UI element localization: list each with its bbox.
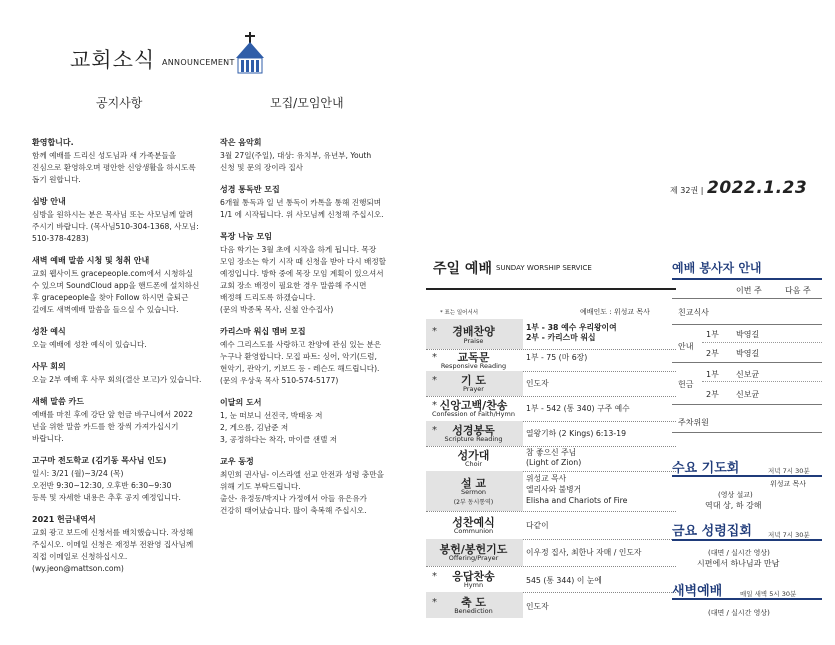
offering-name: 신보균 [736,390,760,399]
worship-item-eng: Benediction [454,607,493,615]
announcement-item [32,255,210,316]
announcement-title: 심방 안내 [32,197,66,206]
worship-item-kor: 설 교 [460,477,487,490]
recruit-title: 교우 동정 [220,457,254,466]
star-marker: * [432,425,437,436]
announcement-text: 교회 광고 보드에 신청서를 배치했습니다. 작성해 주십시오. 이메일 신청은 재정부 전완영 집사님께 직접 이메일로 신청하십시오. (wy.jeon@mattson.com) [32,528,194,573]
worship-item-detail: 1부 - 542 (통 340) 구주 예수 [526,404,630,413]
dawn-line: (대면 / 실시간 영상) [708,609,770,617]
friday-service-title: 금요 성령집회 [672,524,752,539]
recruit-list [220,137,410,527]
announcement-item [32,455,210,504]
recruit-item [220,231,410,316]
servants-title-rule [672,278,822,280]
worship-item-reading [426,349,676,371]
worship-item-detail: 인도자 [526,602,549,611]
worship-item-kor: 응답찬송 [452,570,495,583]
recruit-title: 작은 음악회 [220,138,262,147]
worship-item-kor: 성찬예식 [452,516,495,529]
worship-item-eng2: (2부 동시통역) [453,499,494,506]
recruit-heading: 모집/모임안내 [270,96,344,110]
worship-item-detail: 참 좋으신 주님 (Light of Zion) [526,448,582,467]
worship-item-detail: 1부 - 75 (마 6장) [526,353,588,362]
wednesday-service-title: 수요 기도회 [672,461,740,476]
recruit-title: 이달의 도서 [220,398,262,407]
welcome-label: 친교식사 [678,308,709,317]
usher-part: 1부 [706,330,719,339]
worship-item-kor: 기 도 [460,374,487,387]
worship-item-kor: 교독문 [457,351,490,364]
worship-item-eng: Praise [463,337,484,345]
section-rule [672,475,822,477]
worship-title: 주일 예배 [433,261,492,277]
worship-item-praise [426,319,676,349]
worship-item-sermon [426,471,676,511]
issue-date: 2022.1.23 [707,178,808,198]
announcement-text: 예배를 마친 후에 강단 앞 헌금 바구니에서 2022 년을 위한 말씀 카드를 한 장씩 가져가십시기 바랍니다. [32,410,193,443]
worship-item-eng: Confession of Faith/Hymn [432,410,515,418]
worship-item-eng: Sermon [460,488,487,496]
announcement-item [32,396,210,445]
announcement-title: 고구마 전도학교 (김기동 목사님 인도) [32,456,167,465]
star-marker: * [432,326,437,337]
worship-item-confession [426,396,676,421]
worship-item-kor: 성경봉독 [452,424,495,437]
divider [672,432,822,433]
divider [672,324,822,325]
announcement-text: 오늘 예배에 성찬 예식이 있습니다. [32,340,147,349]
worship-order [426,319,676,619]
offering-part: 1부 [706,370,719,379]
announcement-text: 함께 예배를 드리신 성도님과 새 가족분들을 진심으로 환영하오며 평안한 신앙생활을 하시도록 돕기 원합니다. [32,151,196,184]
col-this-week: 이번 주 [736,286,762,295]
worship-top-rule [426,288,676,290]
divider [702,381,822,382]
announcement-text: 일시: 3/21 (월)~3/24 (목) 오전반 9:30~12:30, 오후반 6:30~9:30 등록 및 자세한 내용은 추후 공지 예정입니다. [32,469,181,502]
recruit-text: 6개월 통독과 일 년 통독이 카톡을 통해 진행되며 1/1 에 시작됩니다. 위 사모님께 신청해 주십시오. [220,198,384,219]
usher-part: 2부 [706,349,719,358]
recruit-text: 다음 학기는 3월 초에 시작을 하게 됩니다. 목장 모임 장소는 학기 시작 때 신청을 받아 다시 배정할 예정입니다. 방학 중에 목장 모임 계획이 있으셔서 교회 장소 배정이 필요한 경우 말씀해 주시면 배정해 드리도록 하겠습니다. (문의 박종복 목사, 신철 안수집사) [220,245,387,314]
worship-item-kor: 봉헌/봉헌기도 [439,543,508,556]
section-rule [672,598,822,600]
worship-item-detail: 위성교 목사 엘리사와 불병거 Elisha and Chariots of Fire [526,474,628,505]
star-marker: * [432,597,437,608]
servants-title: 예배 봉사자 안내 [672,261,762,275]
recruit-text: 3월 27일(주일), 대상: 유치부, 유년부, Youth 신청 및 문의 장이라 집사 [220,151,372,172]
recruit-item [220,137,410,174]
announcements-list [32,137,210,585]
worship-item-hymn [426,566,676,592]
recruit-title: 목장 나눔 모임 [220,232,272,241]
recruit-title: 성경 통독반 모집 [220,185,280,194]
worship-subtitle: SUNDAY WORSHIP SERVICE [496,264,592,272]
star-marker: * [432,352,437,363]
worship-item-eng: Prayer [463,385,484,393]
friday-line: 시편에서 하나님과 만남 [697,559,780,568]
worship-item-kor: 성가대 [457,449,490,462]
announcement-title: 새해 말씀 카드 [32,397,84,406]
recruit-item [220,397,410,446]
worship-item-eng: Scripture Reading [444,435,503,443]
worship-item-detail: 다같이 [526,521,549,530]
worship-item-scripture [426,421,676,446]
announcement-item [32,514,210,575]
recruit-title: 카리스마 워십 멤버 모집 [220,327,306,336]
announcement-text: 교회 웹사이트 gracepeople.com에서 시청하실 수 있으며 SoundCloud app을 핸드폰에 설치하신 후 gracepeople을 찾아 Follow 하시면 출퇴근 길에도 새벽예배 말씀을 들으실 수 있습니다. [32,269,200,314]
announcement-title: 사무 회의 [32,362,66,371]
dawn-service-time: 매일 새벽 5시 30분 [740,590,797,598]
announcement-item [32,137,210,186]
announcement-title: 환영합니다. [32,138,74,147]
section-rule [672,539,822,541]
page-title: 교회소식 [70,48,156,72]
usher-name: 박영길 [736,349,760,358]
wednesday-line: 위성교 목사 [770,480,807,488]
recruit-text: 예수 그리스도를 사랑하고 찬양에 관심 있는 분은 누구나 환영합니다. 모집 파트: 싱어, 악기(드럼, 현악기, 관악기, 키보드 등 - 레슨도 해드립니다). (문의 우상욱 목사 510-574-5177) [220,340,382,385]
friday-line: (대면 / 실시간 영상) [708,549,770,557]
worship-item-kor: 신앙고백/찬송 [439,399,508,412]
worship-item-eng: Choir [464,460,483,468]
worship-note: * 표는 일어서서 [440,310,479,316]
worship-item-detail: 열왕기하 (2 Kings) 6:13-19 [526,429,627,438]
worship-item-eng: Offering/Prayer [448,554,499,562]
worship-item-eng: Communion [453,527,494,535]
worship-item-detail: 이우정 집사, 최한나 자매 / 인도자 [526,548,642,557]
announcement-text: 오늘 2부 예배 후 사무 회의(결산 보고)가 있습니다. [32,375,202,384]
announcement-text: 심방을 원하시는 분은 목사님 또는 사모님께 알려 주시기 바랍니다. (목사님510-304-1368, 사모님: 510-378-4283) [32,210,199,243]
wednesday-line: 역대 상, 하 강해 [705,501,762,510]
worship-item-kor: 경배찬양 [452,325,495,338]
worship-item-eng: Responsive Reading [440,362,507,370]
worship-item-kor: 축 도 [460,596,487,609]
star-marker: * [432,375,437,386]
divider [702,342,822,343]
divider [672,298,822,299]
divider [672,362,822,363]
offering-label: 헌금 [678,380,694,389]
usher-label: 안내 [678,342,694,351]
recruit-item [220,326,410,387]
star-marker: * [432,400,437,411]
offering-part: 2부 [706,390,719,399]
issue-volume: 제 32권 | [670,186,704,195]
divider [672,404,822,405]
recruit-text: 최민희 권사님- 이스라엘 선교 안전과 성령 충만을 위해 기도 부탁드립니다. 출산- 유정동/박지나 가정에서 아들 유은유가 건강히 태어났습니다. 많이 축복해 주십시오. [220,470,384,515]
announcements-heading: 공지사항 [96,96,143,110]
church-icon [233,30,267,74]
announcement-title: 새벽 예배 말씀 시청 및 청취 안내 [32,256,150,265]
friday-service-time: 저녁 7시 30분 [768,531,810,539]
announcement-item [32,326,210,351]
announcement-item [32,361,210,386]
wednesday-service-time: 저녁 7시 30분 [768,467,810,475]
worship-item-prayer [426,371,676,396]
col-next-week: 다음 주 [785,286,811,295]
parking-label: 주차위원 [678,418,709,427]
worship-item-eng: Hymn [463,581,484,589]
recruit-text: 1, 눈 떠보니 선진국, 박태웅 저 2, 게으름, 김남준 저 3, 공정하다는 착각, 마이클 샌델 저 [220,411,338,444]
worship-item-communion [426,511,676,539]
worship-leader: 예배인도 : 위성교 목사 [580,308,650,316]
announcement-title: 2021 헌금내역서 [32,515,96,524]
star-marker: * [432,571,437,582]
worship-item-detail: 545 (통 344) 이 눈에 [526,576,602,585]
offering-name: 신보균 [736,370,760,379]
dawn-service-title: 새벽예배 [672,584,723,599]
announcement-title: 성찬 예식 [32,327,66,336]
usher-name: 박영길 [736,330,760,339]
worship-item-detail: 1부 - 38 예수 우리왕이여 2부 - 카리스마 워십 [526,323,617,342]
recruit-item [220,456,410,517]
worship-item-offering [426,539,676,566]
worship-item-detail: 인도자 [526,379,549,388]
recruit-item [220,184,410,221]
worship-item-benediction [426,592,676,618]
page-subtitle: ANNOUNCEMENT [162,58,235,67]
worship-item-choir [426,446,676,471]
wednesday-line: (영상 설교) [718,491,753,499]
announcement-item [32,196,210,245]
